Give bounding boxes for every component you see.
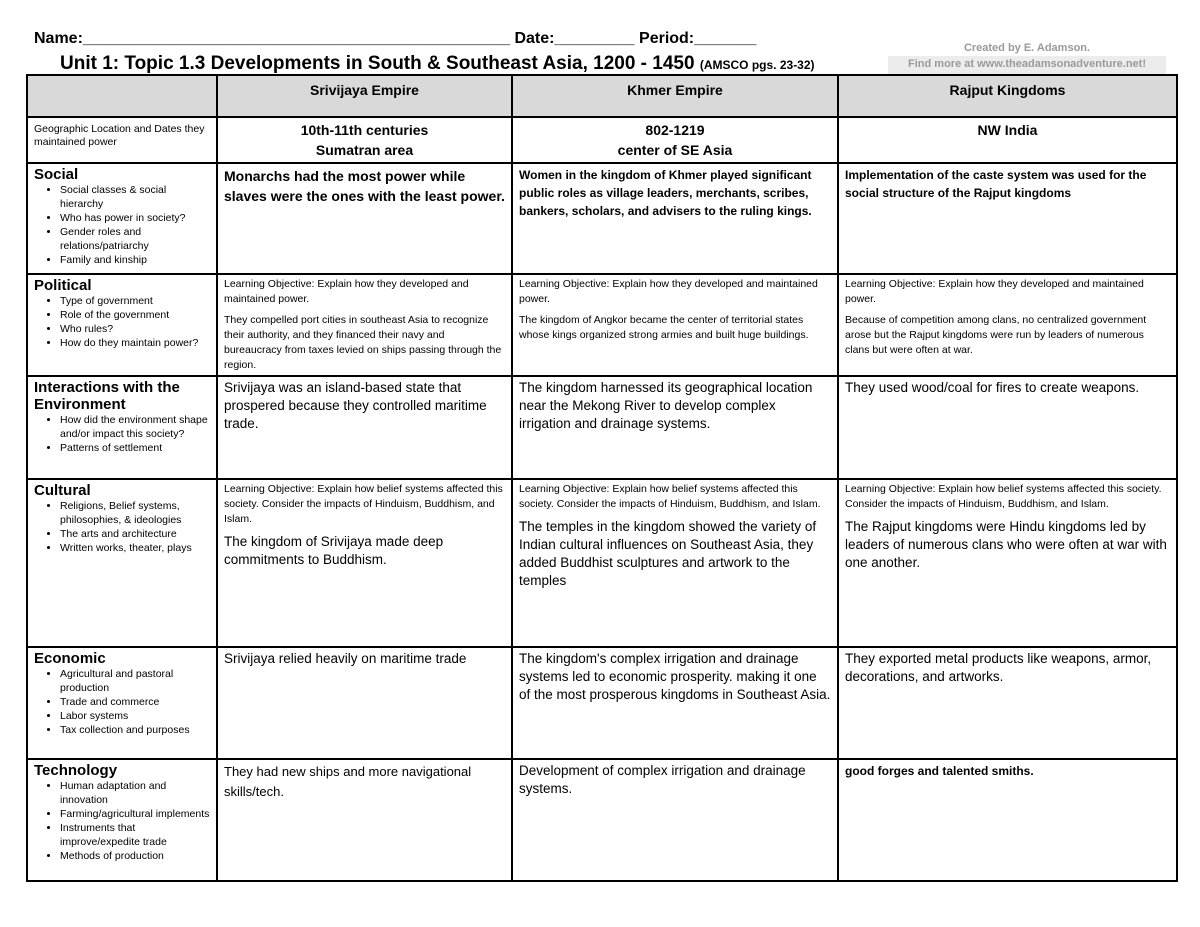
political-khmer-text: The kingdom of Angkor became the center of territorial states whose kings organized strong armies and built huge buildings. [519,314,809,341]
row-location [27,117,1177,163]
row-environment [27,376,1177,479]
social-rajput-text: Implementation of the caste system was used for the social structure of the Rajput kingdoms [845,168,1147,200]
rajput-location: NW India [977,122,1038,138]
list-item: • Methods of production [60,849,210,863]
economic-rajput-text: They exported metal products like weapons, armor, decorations, and artworks. [845,651,1152,684]
list-item: • Who rules? [60,322,210,336]
list-item: • Written works, theater, plays [60,541,210,555]
list-item: • Social classes & social hierarchy [60,183,210,211]
credit-banner [888,40,1166,72]
political-title: Political [34,277,92,294]
list-item: • How do they maintain power? [60,336,210,350]
cell-cultural-rajput[interactable] [838,479,1177,647]
learning-objective: Learning Objective: Explain how they developed and maintained power. [845,278,1144,305]
list-item: • Labor systems [60,709,210,723]
row-label-technology [27,759,217,881]
row-label-economic [27,647,217,759]
technology-title: Technology [34,762,118,779]
list-item: • Farming/agricultural implements [60,807,210,821]
cell-technology-rajput[interactable] [838,759,1177,881]
corner-header-cell [27,75,217,117]
learning-objective: Learning Objective: Explain how belief systems affected this society. Consider the impacts of Hinduism, Buddhism, and Islam. [224,483,503,525]
economic-bullets [34,667,210,737]
environment-khmer-text: The kingdom harnessed its geographical location near the Mekong River to develop complex irrigation and drainage systems. [519,380,813,431]
cell-economic-khmer[interactable] [512,647,838,759]
cell-political-khmer[interactable] [512,274,838,376]
row-economic [27,647,1177,759]
title-text: Unit 1: Topic 1.3 Developments in South & Southeast Asia, 1200 - 1450 [60,53,695,74]
cultural-title: Cultural [34,482,91,499]
list-item: • Tax collection and purposes [60,723,210,737]
row-political [27,274,1177,376]
environment-title: Interactions with the Environment [34,379,180,413]
column-header-rajput: Rajput Kingdoms [838,75,1177,117]
social-khmer-text: Women in the kingdom of Khmer played significant public roles as village leaders, merchants, scribes, bankers, scholars, and advisers to the ruling kings. [519,168,812,218]
social-srivijaya-text: Monarchs had the most power while slaves were the ones with the least power. [224,168,505,204]
khmer-dates: 802-1219 [645,122,705,138]
cultural-khmer-text: The temples in the kingdom showed the variety of Indian cultural influences on Southeast Asia, they added Buddhist sculptures and artwork to the temples [519,519,817,588]
khmer-location: center of SE Asia [617,142,733,158]
cultural-rajput-text: The Rajput kingdoms were Hindu kingdoms led by leaders of numerous clans who were often at war with one another. [845,519,1167,570]
political-rajput-text: Because of competition among clans, no centralized government arose but the Rajput kingdoms were run by leaders of numerous clans but were often at war. [845,314,1147,356]
row-label-political [27,274,217,376]
list-item: • How did the environment shape and/or impact this society? [60,413,210,441]
learning-objective: Learning Objective: Explain how belief systems affected this society. Consider the impacts of Hinduism, Buddhism, and Islam. [519,483,821,510]
cell-environment-khmer[interactable] [512,376,838,479]
row-label-cultural [27,479,217,647]
list-item: • Religions, Belief systems, philosophies, & ideologies [60,499,210,527]
environment-rajput-text: They used wood/coal for fires to create weapons. [845,380,1140,395]
learning-objective: Learning Objective: Explain how belief systems affected this society. Consider the impacts of Hinduism, Buddhism, and Islam. [845,483,1162,510]
cell-location-rajput[interactable] [838,117,1177,163]
cell-environment-srivijaya[interactable] [217,376,512,479]
social-title: Social [34,166,79,183]
political-srivijaya-text: They compelled port cities in southeast Asia to recognize their authority, and they financed their navy and bureaucracy from taxes levied on ships passing through the region. [224,314,502,371]
cell-economic-rajput[interactable] [838,647,1177,759]
row-label-environment [27,376,217,479]
economic-srivijaya-text: Srivijaya relied heavily on maritime trade [224,651,467,666]
cell-social-khmer[interactable] [512,163,838,274]
column-header-srivijaya: Srivijaya Empire [217,75,512,117]
worksheet-title [60,53,815,75]
technology-khmer-text: Development of complex irrigation and drainage systems. [519,763,806,796]
srivijaya-dates: 10th-11th centuries [300,122,429,138]
list-item: • Family and kinship [60,253,210,267]
environment-bullets [34,413,210,455]
credit-website[interactable]: Find more at www.theadamsonadventure.net! [908,58,1146,70]
location-label: Geographic Location and Dates they maintained power [34,123,205,148]
list-item: • Agricultural and pastoral production [60,667,210,695]
row-social [27,163,1177,274]
srivijaya-location: Sumatran area [315,142,414,158]
list-item: • Who has power in society? [60,211,210,225]
row-label-location [27,117,217,163]
table-header-row [27,75,1177,117]
cell-cultural-srivijaya[interactable] [217,479,512,647]
list-item: • Role of the government [60,308,210,322]
cell-location-khmer[interactable] [512,117,838,163]
column-header-khmer: Khmer Empire [512,75,838,117]
list-item: • The arts and architecture [60,527,210,541]
title-page-reference: (AMSCO pgs. 23-32) [699,58,815,72]
list-item: • Patterns of settlement [60,441,210,455]
cell-economic-srivijaya[interactable] [217,647,512,759]
social-bullets [34,183,210,267]
name-date-period-line: Name:________________________________________________ Date:_________ Period:_______ [34,30,757,47]
cell-political-rajput[interactable] [838,274,1177,376]
learning-objective: Learning Objective: Explain how they developed and maintained power. [519,278,818,305]
technology-srivijaya-text: They had new ships and more navigational skills/tech. [224,764,472,799]
credit-author: Created by E. Adamson. [963,42,1091,54]
cell-technology-khmer[interactable] [512,759,838,881]
political-bullets [34,294,210,350]
cell-environment-rajput[interactable] [838,376,1177,479]
comparison-table [26,74,1178,882]
list-item: • Type of government [60,294,210,308]
economic-title: Economic [34,650,106,667]
list-item: • Instruments that improve/expedite trade [60,821,210,849]
cell-location-srivijaya[interactable] [217,117,512,163]
cell-political-srivijaya[interactable] [217,274,512,376]
economic-khmer-text: The kingdom's complex irrigation and drainage systems led to economic prosperity. making it one of the most prosperous kingdoms in Southeast Asia. [519,651,831,702]
row-label-social [27,163,217,274]
technology-bullets [34,779,210,863]
row-cultural [27,479,1177,647]
cultural-bullets [34,499,210,555]
cell-social-srivijaya[interactable] [217,163,512,274]
list-item: • Human adaptation and innovation [60,779,210,807]
list-item: • Trade and commerce [60,695,210,709]
technology-rajput-text: good forges and talented smiths. [845,764,1034,778]
list-item: • Gender roles and relations/patriarchy [60,225,210,253]
row-technology [27,759,1177,881]
cell-social-rajput[interactable] [838,163,1177,274]
learning-objective: Learning Objective: Explain how they developed and maintained power. [224,278,469,305]
cell-cultural-khmer[interactable] [512,479,838,647]
cultural-srivijaya-text: The kingdom of Srivijaya made deep commitments to Buddhism. [224,534,444,567]
environment-srivijaya-text: Srivijaya was an island-based state that prospered because they controlled maritime trade. [224,380,487,431]
cell-technology-srivijaya[interactable] [217,759,512,881]
